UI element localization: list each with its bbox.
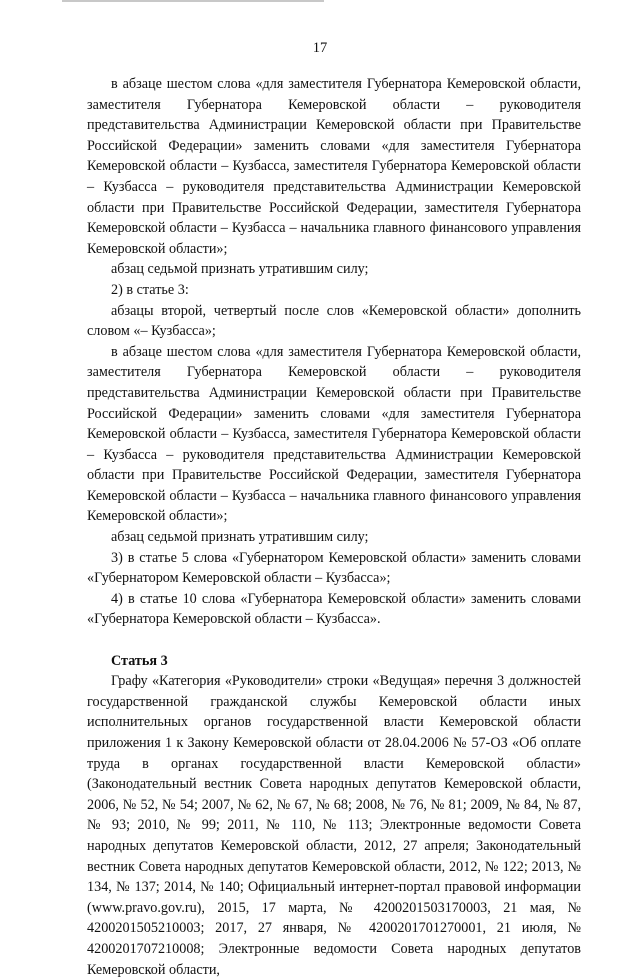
paragraph: в абзаце шестом слова «для заместителя Губернатора Кемеровской области, заместителя Губернатора Кемеровской области – руководителя представительства Администрации Кемеровской области при Правительстве Российской Федерации» заменить словами «для заместителя Губернатора Кемеровской области – Кузбасса, заместителя Губернатора Кемеровской области – Кузбасса – руководителя представительства Администрации Кемеровской области при Правительстве Российской Федерации, заместителя Губернатора Кемеровской области – Кузбасса – начальника главного финансового управления Кемеровской области»; [87, 76, 581, 257]
page-number: 17 [312, 40, 328, 56]
paragraph: Графу «Категория «Руководители» строки «Ведущая» перечня 3 должностей государственной гражданской службы Кемеровской области иных исполнительных органов государственной власти Кемеровской области приложения 1 к Закону Кемеровской области от 28.04.2006 № 57-ОЗ «Об оплате труда в органах государственной власти Кемеровской области» (Законодательный вестник Совета народных депутатов Кемеровской области, 2006, № 52, № 54; 2007, № 62, № 67, № 68; 2008, № 76, № 81; 2009, № 84, № 87, № 93; 2010, № 99; 2011, № 110, № 113; Электронные ведомости Совета народных депутатов Кемеровской области, 2012, 27 апреля; Законодательный вестник Совета народных депутатов Кемеровской области, 2012, № 122; 2013, № 134, № 137; 2014, № 140; Официальный интернет-портал правовой информации (www.pravo.gov.ru), 2015, 17 марта, № 4200201503170003, 21 мая, № 4200201505210003; 2017, 27 января, № 4200201701270001, 21 июля, № 4200201707210008; Электронные ведомости Совета народных депутатов Кемеровской области, [87, 673, 581, 978]
top-rule [62, 0, 324, 2]
document-body [87, 74, 581, 980]
paragraph: абзац седьмой признать утратившим силу; [111, 261, 369, 278]
paragraph: в абзаце шестом слова «для заместителя Губернатора Кемеровской области, заместителя Губернатора Кемеровской области – руководителя представительства Администрации Кемеровской области при Правительстве Российской Федерации» заменить словами «для заместителя Губернатора Кемеровской области – Кузбасса, заместителя Губернатора Кемеровской области – Кузбасса – руководителя представительства Администрации Кемеровской области при Правительстве Российской Федерации, заместителя Губернатора Кемеровской области – Кузбасса – начальника главного финансового управления Кемеровской области»; [87, 343, 581, 525]
paragraph: абзац седьмой признать утратившим силу; [111, 529, 369, 546]
paragraph: 4) в статье 10 слова «Губернатора Кемеровской области» заменить словами «Губернатора Кемеровской области – Кузбасса». [87, 590, 581, 628]
paragraph: 2) в статье 3: [111, 281, 189, 298]
paragraph: 3) в статье 5 слова «Губернатором Кемеровской области» заменить словами «Губернатором Кемеровской области – Кузбасса»; [87, 549, 581, 587]
paragraph: абзацы второй, четвертый после слов «Кемеровской области» дополнить словом «– Кузбасса»; [87, 302, 581, 340]
article-heading: Статья 3 [111, 652, 168, 669]
